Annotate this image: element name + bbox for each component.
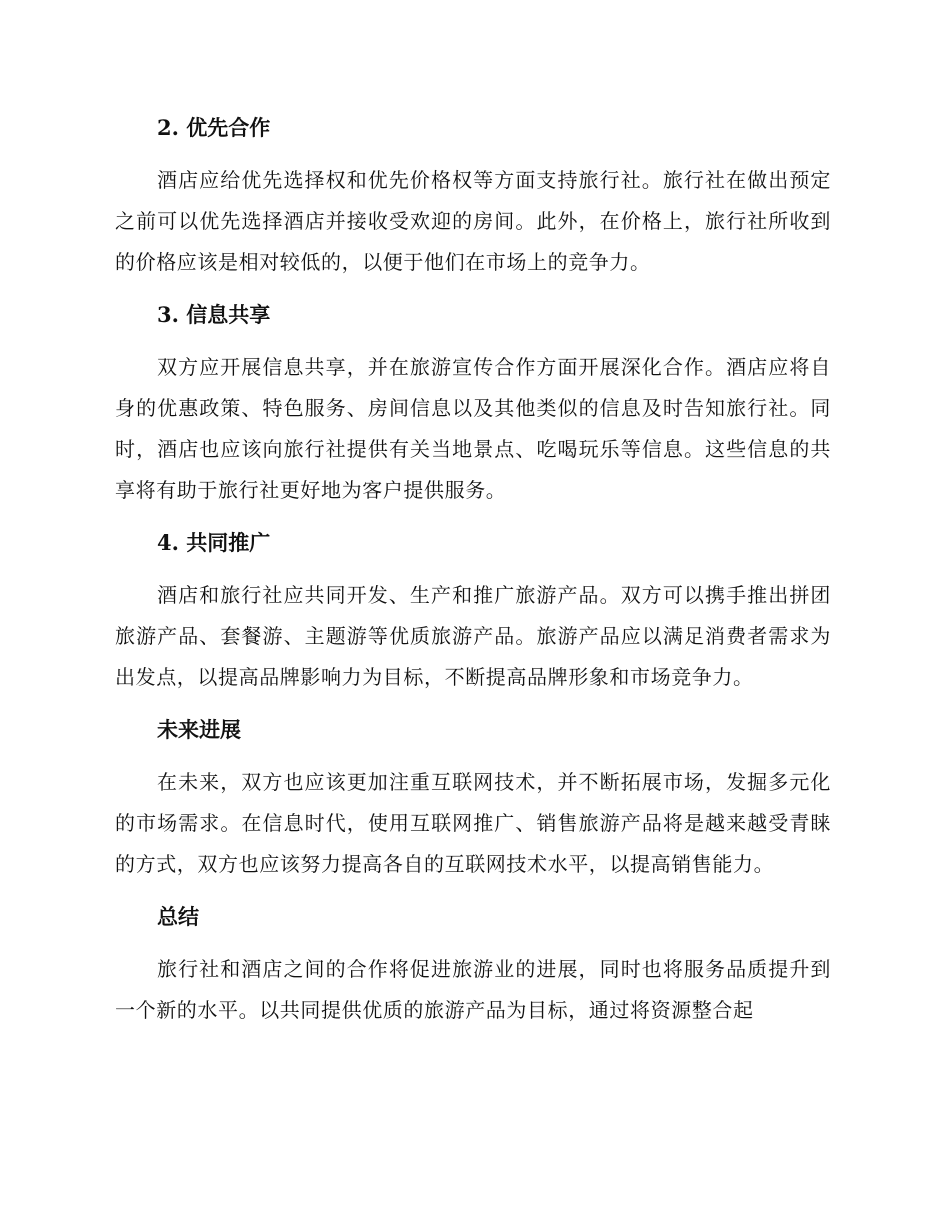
- section-paragraph-joint-promotion: 酒店和旅行社应共同开发、生产和推广旅游产品。双方可以携手推出拼团旅游产品、套餐游、主题游等优质旅游产品。旅游产品应以满足消费者需求为出发点，以提高品牌影响力为目标，不断提高品牌形象和市场竞争力。: [115, 583, 831, 689]
- section-paragraph-summary: 旅行社和酒店之间的合作将促进旅游业的进展，同时也将服务品质提升到一个新的水平。以共同提供优质的旅游产品为目标，通过将资源整合起: [115, 957, 831, 1022]
- section-heading-joint-promotion: 4. 共同推广: [157, 530, 271, 555]
- section-heading-summary: 总结: [157, 904, 199, 929]
- section-heading-information-sharing: 3. 信息共享: [157, 302, 271, 327]
- section-heading-future-progress: 未来进展: [157, 717, 241, 742]
- section-paragraph-information-sharing: 双方应开展信息共享，并在旅游宣传合作方面开展深化合作。酒店应将自身的优惠政策、特色服务、房间信息以及其他类似的信息及时告知旅行社。同时，酒店也应该向旅行社提供有关当地景点、吃喝玩乐等信息。这些信息的共享将有助于旅行社更好地为客户提供服务。: [115, 355, 831, 502]
- section-paragraph-future-progress: 在未来，双方也应该更加注重互联网技术，并不断拓展市场，发掘多元化的市场需求。在信息时代，使用互联网推广、销售旅游产品将是越来越受青睐的方式，双方也应该努力提高各自的互联网技术水平，以提高销售能力。: [115, 770, 831, 876]
- section-paragraph-priority-cooperation: 酒店应给优先选择权和优先价格权等方面支持旅行社。旅行社在做出预定之前可以优先选择酒店并接收受欢迎的房间。此外，在价格上，旅行社所收到的价格应该是相对较低的，以便于他们在市场上的竞争力。: [115, 168, 831, 274]
- document-page: [115, 100, 831, 1049]
- section-heading-priority-cooperation: 2. 优先合作: [157, 115, 271, 140]
